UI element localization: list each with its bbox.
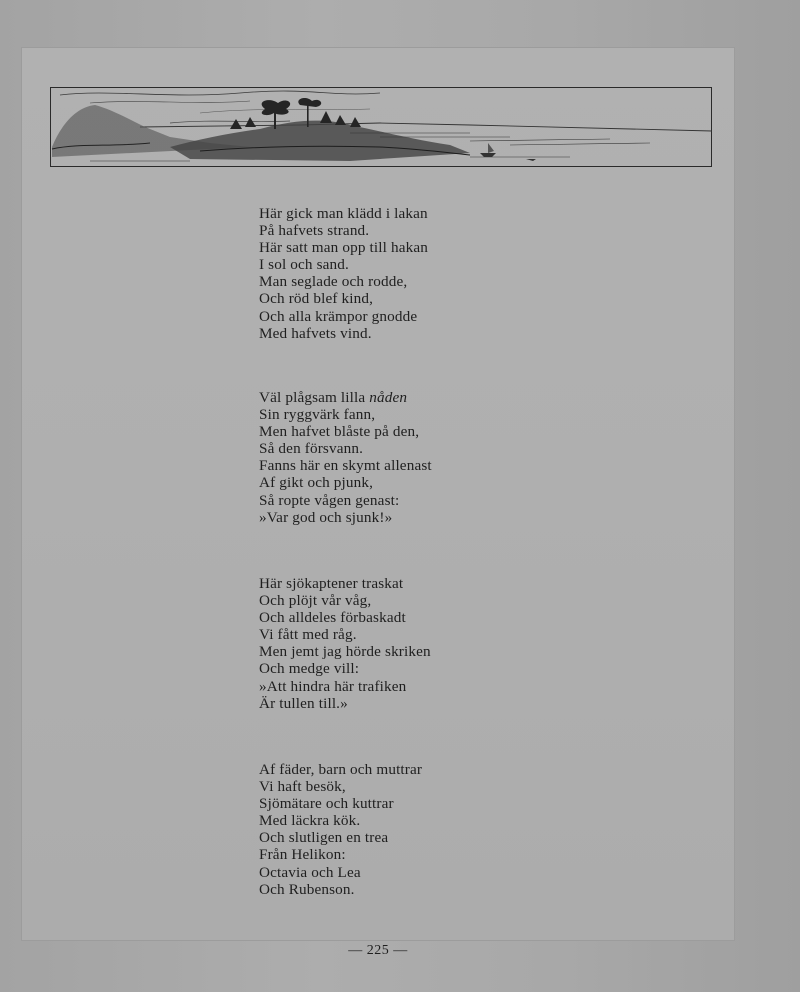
verse-line: Man seglade och rodde, (259, 273, 408, 291)
verse-line: »Att hindra här trafiken (259, 677, 407, 695)
verse-line: På hafvets strand. (259, 222, 370, 240)
coastal-landscape-illustration (50, 87, 712, 167)
verse-line: Från Helikon: (259, 846, 346, 864)
verse-line: Så ropte vågen genast: (259, 491, 400, 509)
verse-line: Vi haft besök, (259, 778, 346, 796)
stanza-1 (259, 205, 428, 342)
verse-line: Och Rubenson. (259, 880, 355, 898)
verse-line: Men jemt jag hörde skriken (259, 643, 431, 661)
verse-line (259, 389, 432, 406)
verse-line: Sin ryggvärk fann, (259, 406, 376, 424)
verse-line: Med hafvets vind. (259, 324, 372, 342)
verse-line: Och plöjt vår våg, (259, 592, 372, 610)
verse-line: Så den försvann. (259, 440, 364, 458)
verse-line: Octavia och Lea (259, 863, 361, 881)
verse-line: I sol och sand. (259, 256, 349, 274)
verse-line: Här satt man opp till hakan (259, 239, 428, 257)
verse-line: Och alldeles förbaskadt (259, 609, 406, 627)
verse-line: Och röd blef kind, (259, 290, 374, 308)
verse-line: Men hafvet blåste på den, (259, 423, 420, 441)
verse-line: »Var god och sjunk!» (259, 508, 393, 526)
verse-line: Och alla krämpor gnodde (259, 307, 418, 325)
verse-line: Och medge vill: (259, 660, 360, 678)
verse-line: Är tullen till.» (259, 694, 348, 712)
verse-line: Af gikt och pjunk, (259, 474, 374, 492)
verse-line: Sjömätare och kuttrar (259, 795, 394, 813)
stanza-2 (259, 389, 432, 526)
stanza-4 (259, 761, 422, 898)
verse-line: Och slutligen en trea (259, 829, 389, 847)
verse-line-text: Väl plågsam lilla (259, 389, 370, 406)
stanza-3 (259, 575, 431, 712)
verse-line: Här sjökaptener traskat (259, 575, 404, 592)
verse-line: Här gick man klädd i lakan (259, 205, 428, 222)
page-number: — 225 — (348, 943, 408, 958)
verse-line: Af fäder, barn och muttrar (259, 761, 423, 778)
verse-line: Vi fått med råg. (259, 626, 357, 644)
verse-line: Med läckra kök. (259, 812, 361, 830)
italic-word: nåden (369, 389, 408, 406)
verse-line: Fanns här en skymt allenast (259, 457, 432, 475)
